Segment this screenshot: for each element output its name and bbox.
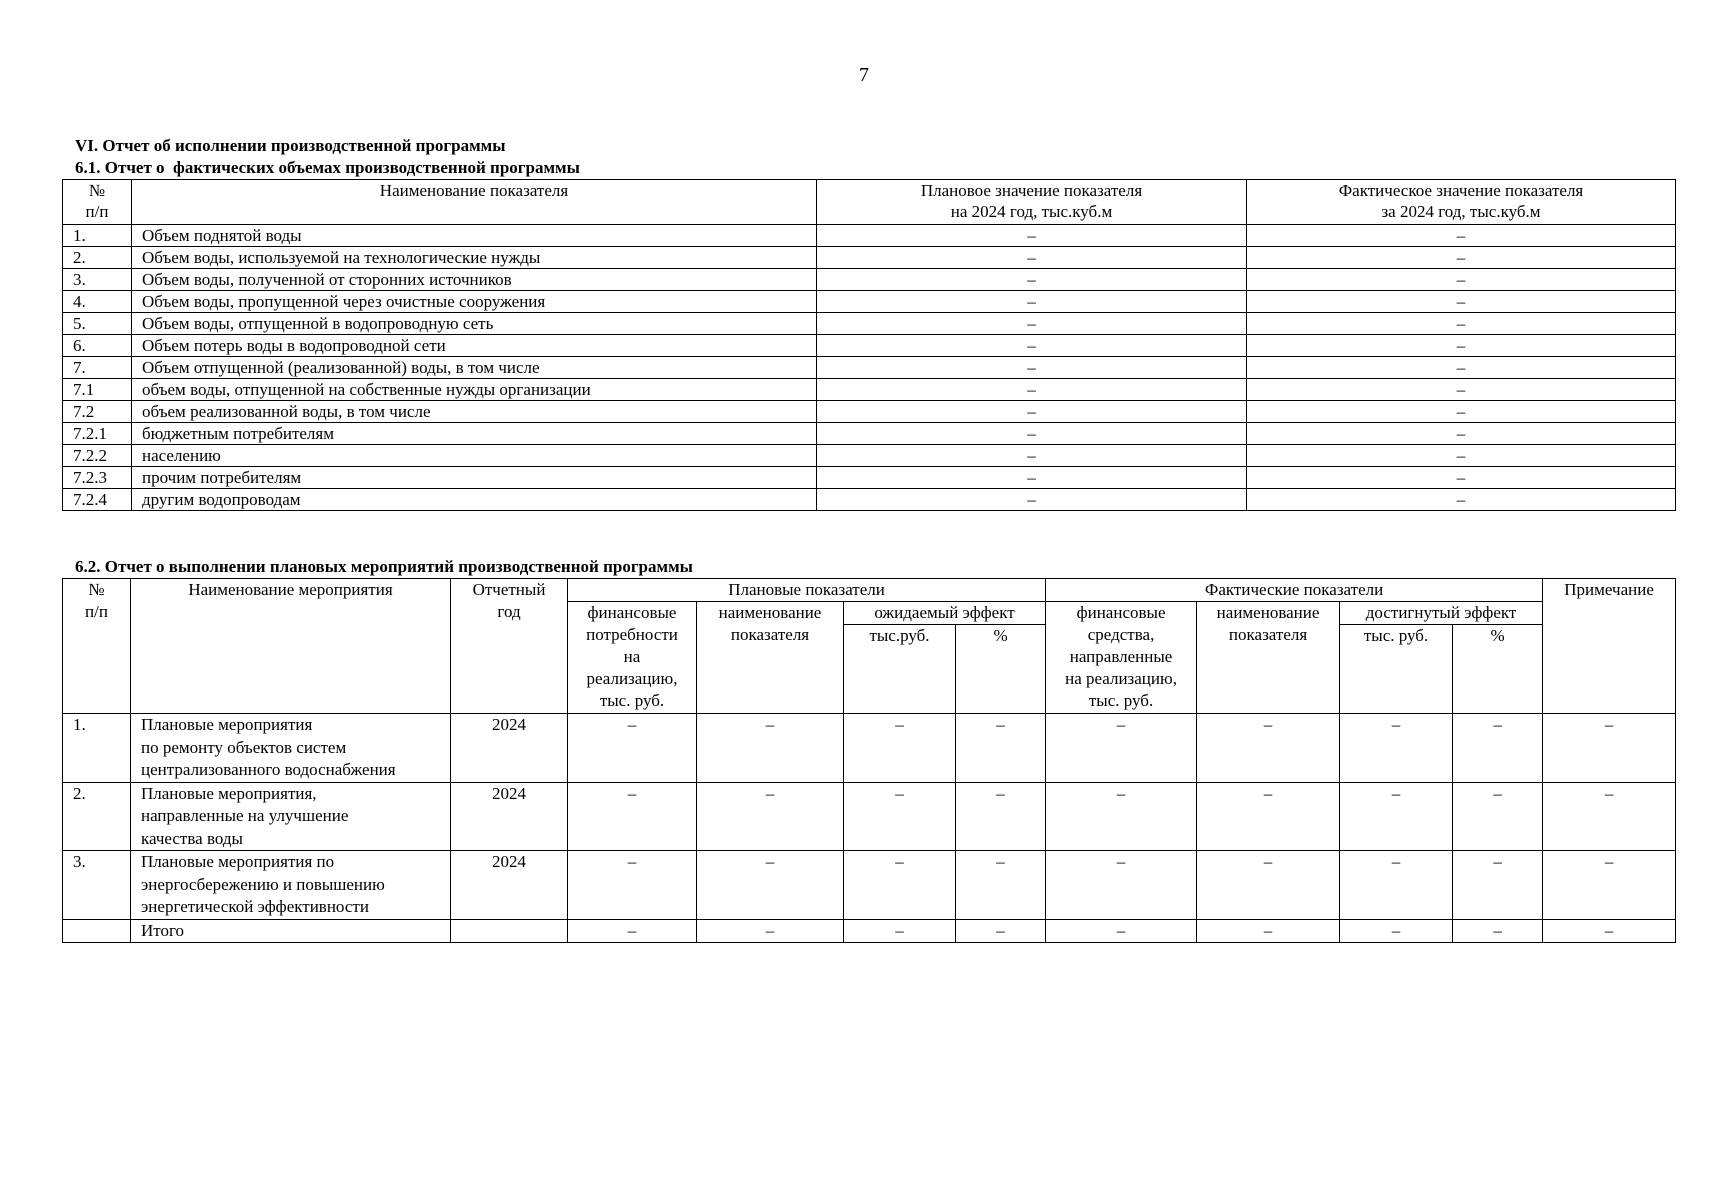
table-row [63,423,1676,445]
row-plan-value: – [817,335,1247,357]
row-num: 2. [63,782,131,851]
header-fact-group: Фактические показатели [1046,579,1543,602]
row-indicator-name: Объем поднятой воды [132,225,817,247]
row-num: 7.2.3 [63,467,132,489]
row-fact-financial: – [1046,714,1197,783]
header-indicator-name: Наименование показателя [132,180,817,225]
row-plan-effect-rub: – [844,714,956,783]
row-fact-financial: – [1046,782,1197,851]
header-plan-group: Плановые показатели [568,579,1046,602]
table1-body [63,225,1676,511]
row-indicator-name: Объем потерь воды в водопроводной сети [132,335,817,357]
row-num: 7.2.2 [63,445,132,467]
page-number: 7 [859,64,869,86]
header-fact-effect-rub: тыс. руб. [1340,625,1453,714]
table1-title: 6.1. Отчет о фактических объемах производственной программы [75,158,580,177]
row-indicator-name: Объем отпущенной (реализованной) воды, в том числе [132,357,817,379]
row-fact-value: – [1247,489,1676,511]
row-num: 3. [63,851,131,920]
row-fact-effect-pct: – [1453,782,1543,851]
row-fact-effect-pct: – [1453,714,1543,783]
row-plan-value: – [817,445,1247,467]
header-fact-value: Фактическое значение показателя за 2024 год, тыс.куб.м [1247,180,1676,225]
row-measure-name: Плановые мероприятия по энергосбережению и повышению энергетической эффективности [131,851,451,920]
row-fact-financial: – [1046,919,1197,943]
row-plan-value: – [817,291,1247,313]
row-plan-value: – [817,467,1247,489]
row-indicator-name: объем воды, отпущенной на собственные нужды организации [132,379,817,401]
row-plan-value: – [817,269,1247,291]
row-fact-financial: – [1046,851,1197,920]
row-plan-effect-pct: – [956,782,1046,851]
row-plan-financial: – [568,714,697,783]
header-fact-effect: достигнутый эффект [1340,602,1543,625]
header-note: Примечание [1543,579,1676,714]
row-plan-value: – [817,423,1247,445]
row-fact-value: – [1247,401,1676,423]
row-plan-effect-pct: – [956,714,1046,783]
row-num: 1. [63,225,132,247]
header-plan-value: Плановое значение показателя на 2024 год, тыс.куб.м [817,180,1247,225]
row-fact-value: – [1247,445,1676,467]
row-fact-value: – [1247,379,1676,401]
row-fact-value: – [1247,467,1676,489]
row-measure-name: Итого [131,919,451,943]
row-fact-value: – [1247,269,1676,291]
header-plan-financial: финансовые потребности на реализацию, тыс. руб. [568,602,697,714]
table-row [63,269,1676,291]
row-fact-effect-rub: – [1340,919,1453,943]
header-report-year: Отчетный год [451,579,568,714]
header-fact-effect-pct: % [1453,625,1543,714]
row-plan-effect-rub: – [844,919,956,943]
row-indicator-name: прочим потребителям [132,467,817,489]
header-fact-indicator: наименование показателя [1197,602,1340,714]
row-num: 6. [63,335,132,357]
row-report-year: 2024 [451,851,568,920]
section-title: VI. Отчет об исполнении производственной программы [75,136,506,155]
table-row [63,357,1676,379]
row-num: 3. [63,269,132,291]
row-plan-value: – [817,313,1247,335]
table-row [63,225,1676,247]
row-fact-value: – [1247,357,1676,379]
table-row [63,467,1676,489]
row-fact-effect-rub: – [1340,851,1453,920]
row-fact-indicator: – [1197,919,1340,943]
row-num: 7.2.4 [63,489,132,511]
row-report-year [451,919,568,943]
row-indicator-name: Объем воды, пропущенной через очистные сооружения [132,291,817,313]
total-row [63,919,1676,943]
table2-body [63,714,1676,943]
row-plan-financial: – [568,851,697,920]
header-measure-name: Наименование мероприятия [131,579,451,714]
table-row [63,401,1676,423]
row-fact-indicator: – [1197,782,1340,851]
row-plan-indicator: – [697,782,844,851]
row-plan-indicator: – [697,851,844,920]
row-plan-financial: – [568,919,697,943]
row-plan-effect-rub: – [844,851,956,920]
row-note: – [1543,714,1676,783]
row-fact-effect-rub: – [1340,782,1453,851]
production-volumes-table [62,179,1676,511]
table-row [63,782,1676,851]
row-indicator-name: бюджетным потребителям [132,423,817,445]
row-plan-effect-pct: – [956,851,1046,920]
row-note: – [1543,851,1676,920]
row-report-year: 2024 [451,782,568,851]
header-fact-financial: финансовые средства, направленные на реализацию, тыс. руб. [1046,602,1197,714]
row-num: 7. [63,357,132,379]
table-row [63,489,1676,511]
row-fact-indicator: – [1197,851,1340,920]
row-measure-name: Плановые мероприятия по ремонту объектов систем централизованного водоснабжения [131,714,451,783]
planned-measures-table [62,578,1676,943]
row-indicator-name: Объем воды, используемой на технологические нужды [132,247,817,269]
row-plan-indicator: – [697,919,844,943]
table-row [63,851,1676,920]
row-plan-value: – [817,489,1247,511]
row-fact-value: – [1247,423,1676,445]
row-plan-value: – [817,247,1247,269]
row-plan-indicator: – [697,714,844,783]
header-plan-indicator: наименование показателя [697,602,844,714]
row-num: 5. [63,313,132,335]
row-fact-effect-rub: – [1340,714,1453,783]
row-fact-value: – [1247,247,1676,269]
row-plan-value: – [817,357,1247,379]
row-plan-effect-pct: – [956,919,1046,943]
table-row [63,313,1676,335]
row-note: – [1543,782,1676,851]
row-num: 7.2 [63,401,132,423]
row-num [63,919,131,943]
row-num: 2. [63,247,132,269]
row-plan-value: – [817,401,1247,423]
row-fact-value: – [1247,335,1676,357]
row-indicator-name: Объем воды, полученной от сторонних источников [132,269,817,291]
table-row [63,445,1676,467]
row-num: 4. [63,291,132,313]
row-plan-financial: – [568,782,697,851]
header-num: № п/п [63,180,132,225]
row-fact-value: – [1247,225,1676,247]
header-plan-effect: ожидаемый эффект [844,602,1046,625]
row-measure-name: Плановые мероприятия, направленные на улучшение качества воды [131,782,451,851]
table-row [63,247,1676,269]
row-indicator-name: другим водопроводам [132,489,817,511]
row-indicator-name: населению [132,445,817,467]
row-num: 7.2.1 [63,423,132,445]
row-fact-value: – [1247,291,1676,313]
table-row [63,291,1676,313]
row-plan-effect-rub: – [844,782,956,851]
row-fact-value: – [1247,313,1676,335]
row-num: 1. [63,714,131,783]
row-plan-value: – [817,379,1247,401]
table-row [63,714,1676,783]
table-row [63,379,1676,401]
header-plan-effect-rub: тыс.руб. [844,625,956,714]
table2-title: 6.2. Отчет о выполнении плановых мероприятий производственной программы [75,557,693,576]
row-report-year: 2024 [451,714,568,783]
row-plan-value: – [817,225,1247,247]
row-fact-effect-pct: – [1453,851,1543,920]
row-num: 7.1 [63,379,132,401]
row-note: – [1543,919,1676,943]
row-indicator-name: объем реализованной воды, в том числе [132,401,817,423]
header-plan-effect-pct: % [956,625,1046,714]
row-fact-effect-pct: – [1453,919,1543,943]
table-row [63,335,1676,357]
row-fact-indicator: – [1197,714,1340,783]
row-indicator-name: Объем воды, отпущенной в водопроводную сеть [132,313,817,335]
header-num: № п/п [63,579,131,714]
